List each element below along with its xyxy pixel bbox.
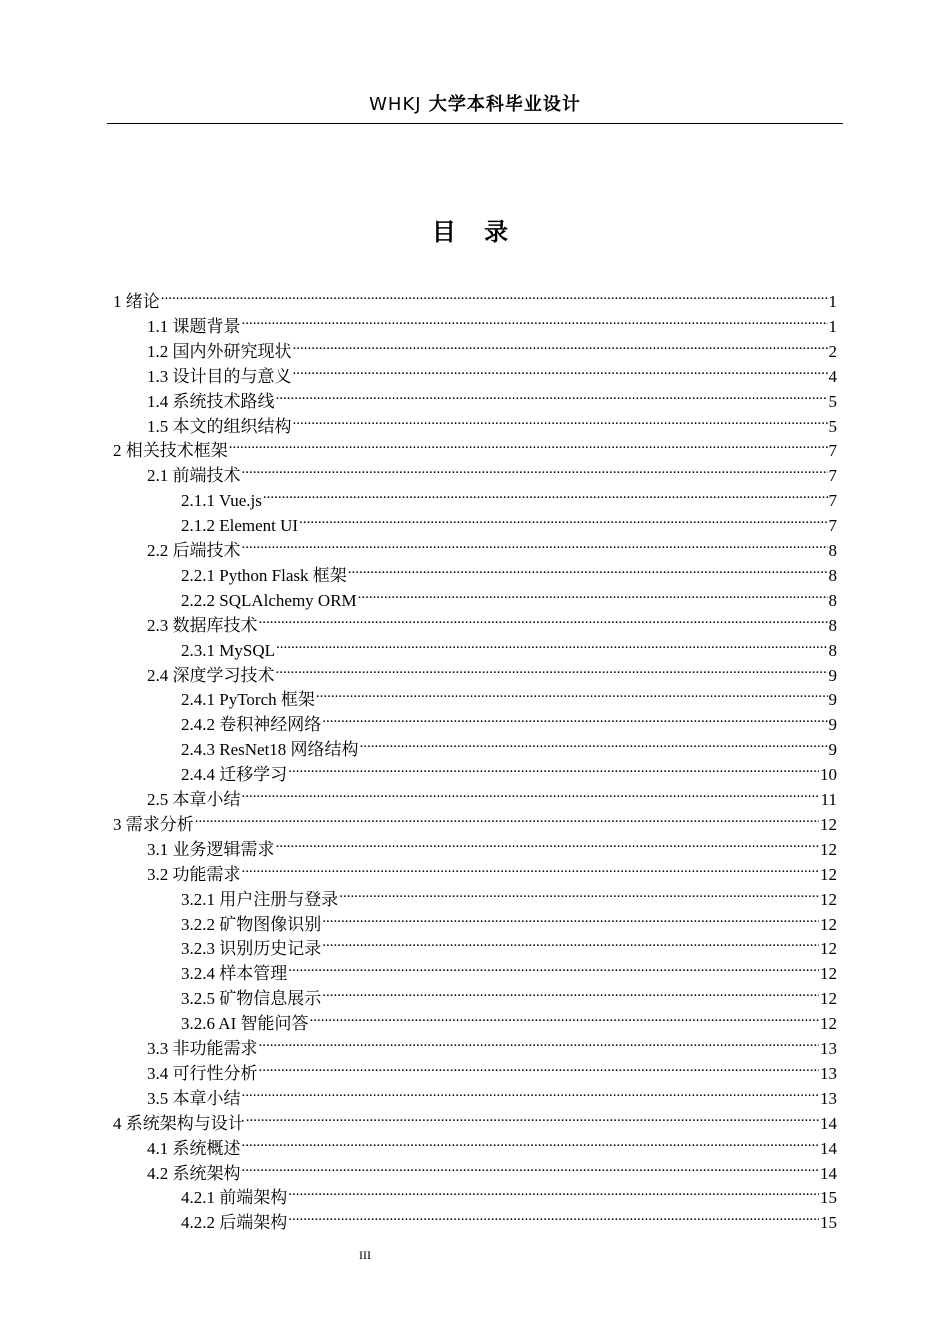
toc-entry-label: 3.2.5 矿物信息展示 <box>181 989 322 1009</box>
toc-entry[interactable] <box>147 856 837 884</box>
toc-entry[interactable] <box>181 1204 837 1233</box>
toc-entry-label: 4 系统架构与设计 <box>113 1113 245 1133</box>
toc-entry-leader-dots <box>288 1204 819 1228</box>
toc-entry-page-number: 13 <box>820 1039 837 1058</box>
toc-entry-page-number: 7 <box>828 441 837 461</box>
toc-entry-label: 4.2.2 后端架构 <box>181 1213 288 1233</box>
toc-entry-page-number: 15 <box>820 1213 837 1233</box>
toc-entry-page-number: 12 <box>820 914 837 934</box>
toc-entry-leader-dots <box>242 532 828 556</box>
toc-entry[interactable] <box>181 582 837 610</box>
toc-entry-leader-dots <box>259 607 828 631</box>
toc-entry-page-number: 8 <box>828 590 837 610</box>
toc-entry-page-number: 8 <box>828 615 837 635</box>
toc-entry[interactable] <box>147 781 837 809</box>
toc-entry-page-number: 12 <box>820 964 837 984</box>
toc-entry[interactable] <box>147 333 837 361</box>
toc-entry[interactable] <box>113 432 837 461</box>
toc-entry-label: 2.1 前端技术 <box>147 466 241 486</box>
toc-entry[interactable] <box>113 806 837 834</box>
toc-entry-label: 3.2.3 识别历史记录 <box>181 939 322 959</box>
toc-entry-page-number: 10 <box>820 765 837 785</box>
toc-entry-label: 3.2.1 用户注册与登录 <box>181 889 339 909</box>
toc-entry-page-number: 7 <box>828 466 837 486</box>
toc-entry-leader-dots <box>322 906 819 930</box>
header-title-latin: WHKJ <box>369 94 422 115</box>
toc-entry[interactable] <box>181 1179 837 1208</box>
toc-entry-page-number: 8 <box>828 541 837 560</box>
toc-entry[interactable] <box>113 283 837 311</box>
toc-entry-leader-dots <box>358 582 828 606</box>
toc-entry-leader-dots <box>316 681 828 705</box>
toc-entry-leader-dots <box>242 781 820 805</box>
toc-entry-page-number: 14 <box>820 1138 837 1158</box>
toc-entry-leader-dots <box>276 632 828 656</box>
toc-entry[interactable] <box>147 1030 837 1058</box>
toc-entry-page-number: 11 <box>820 790 837 809</box>
toc-entry[interactable] <box>181 482 837 511</box>
toc-entry-page-number: 12 <box>820 814 837 834</box>
toc-entry-leader-dots <box>195 806 819 830</box>
toc-entry-leader-dots <box>293 358 828 382</box>
toc-entry-label: 2.2.1 Python Flask 框架 <box>181 565 347 585</box>
page-number: III <box>359 1248 371 1262</box>
toc-entry-page-number: 4 <box>828 366 837 386</box>
toc-entry-label: 2.3.1 MySQL <box>181 640 275 660</box>
toc-entry[interactable] <box>181 1005 837 1034</box>
toc-entry[interactable] <box>147 1055 837 1083</box>
toc-entry[interactable] <box>181 507 837 536</box>
toc-entry-page-number: 12 <box>820 1014 837 1034</box>
toc-entry-leader-dots <box>348 557 828 581</box>
toc-entry-label: 1.5 本文的组织结构 <box>147 416 292 436</box>
toc-entry-leader-dots <box>276 831 820 855</box>
toc-title: 目 录 <box>431 218 519 246</box>
toc-entry[interactable] <box>181 906 837 934</box>
toc-entry-page-number: 12 <box>820 839 837 859</box>
toc-entry-label: 1.3 设计目的与意义 <box>147 366 292 386</box>
toc-entry[interactable] <box>181 980 837 1009</box>
toc-entry-label: 3.2.6 AI 智能问答 <box>181 1014 309 1034</box>
toc-entry-label: 2.1.1 Vue.js <box>181 491 262 511</box>
toc-entry-page-number: 9 <box>828 665 837 685</box>
toc-entry-leader-dots <box>288 756 819 780</box>
toc-entry-label: 3.3 非功能需求 <box>147 1039 258 1058</box>
toc-entry-leader-dots <box>310 1005 820 1029</box>
toc-entry-page-number: 13 <box>820 1063 837 1083</box>
toc-entry-leader-dots <box>339 881 819 905</box>
toc-entry-page-number: 1 <box>828 316 837 336</box>
toc-entry[interactable] <box>181 955 837 984</box>
toc-entry-leader-dots <box>242 308 828 332</box>
toc-entry-leader-dots <box>259 1030 820 1054</box>
toc-entry-label: 2.5 本章小结 <box>147 790 241 809</box>
toc-entry-label: 1 绪论 <box>113 292 160 311</box>
toc-entry-page-number: 13 <box>820 1088 837 1108</box>
toc-entry-page-number: 9 <box>828 740 837 760</box>
toc-entry-label: 2.1.2 Element UI <box>181 516 299 536</box>
toc-entry-leader-dots <box>322 980 819 1004</box>
toc-entry-label: 2.4 深度学习技术 <box>147 665 275 685</box>
toc-entry-label: 2.4.3 ResNet18 网络结构 <box>181 740 359 760</box>
toc-entry-label: 2.2 后端技术 <box>147 541 241 560</box>
toc-entry-label: 3.5 本章小结 <box>147 1088 241 1108</box>
toc-entry-label: 2.3 数据库技术 <box>147 615 258 635</box>
toc-entry-page-number: 7 <box>828 516 837 536</box>
toc-entry[interactable] <box>181 557 837 585</box>
toc-entry-leader-dots <box>242 1155 820 1179</box>
toc-entry-label: 3.2.2 矿物图像识别 <box>181 914 322 934</box>
toc-entry-label: 3.2.4 样本管理 <box>181 964 288 984</box>
toc-entry-label: 4.2.1 前端架构 <box>181 1188 288 1208</box>
toc-entry-label: 1.4 系统技术路线 <box>147 391 275 411</box>
toc-entry-label: 3.2 功能需求 <box>147 864 241 884</box>
toc-entry-page-number: 9 <box>828 690 837 710</box>
toc-entry-leader-dots <box>360 731 828 755</box>
toc-entry-label: 4.1 系统概述 <box>147 1138 241 1158</box>
toc-entry-leader-dots <box>242 1080 820 1104</box>
toc-entry-leader-dots <box>161 283 828 307</box>
toc-entry-leader-dots <box>242 457 828 481</box>
toc-entry-leader-dots <box>299 507 827 531</box>
toc-entry-page-number: 1 <box>828 292 837 311</box>
toc-entry-page-number: 15 <box>820 1188 837 1208</box>
page-header <box>107 90 843 124</box>
toc-entry[interactable] <box>147 831 837 859</box>
toc-entry-page-number: 9 <box>828 715 837 735</box>
toc-entry-page-number: 14 <box>820 1113 837 1133</box>
toc-entry-page-number: 7 <box>828 491 837 511</box>
toc-entry-label: 2.2.2 SQLAlchemy ORM <box>181 590 357 610</box>
toc-entry[interactable] <box>147 1080 837 1108</box>
toc-entry[interactable] <box>147 308 837 336</box>
toc-entry-page-number: 14 <box>820 1163 837 1183</box>
toc-entry-leader-dots <box>293 408 828 432</box>
toc-entry-leader-dots <box>276 383 828 407</box>
toc-entry-label: 4.2 系统架构 <box>147 1163 241 1183</box>
toc-entry-leader-dots <box>242 1130 820 1154</box>
toc-entry-leader-dots <box>263 482 828 506</box>
toc-entry-leader-dots <box>288 1179 819 1203</box>
toc-entry-leader-dots <box>259 1055 820 1079</box>
toc-entry-label: 2.4.1 PyTorch 框架 <box>181 690 315 710</box>
toc-entry[interactable] <box>181 632 837 660</box>
toc-entry-label: 3.1 业务逻辑需求 <box>147 839 275 859</box>
toc-entry-label: 1.2 国内外研究现状 <box>147 341 292 361</box>
toc-entry-leader-dots <box>276 657 828 681</box>
toc-entry[interactable] <box>147 383 837 411</box>
toc-entry[interactable] <box>181 881 837 909</box>
toc-entry-leader-dots <box>288 955 819 979</box>
toc-entry[interactable] <box>147 457 837 486</box>
toc-entry-page-number: 12 <box>820 889 837 909</box>
toc-entry-label: 2.4.4 迁移学习 <box>181 765 288 785</box>
toc-entry[interactable] <box>147 1155 837 1183</box>
header-title <box>369 90 581 120</box>
toc-entry-leader-dots <box>246 1105 819 1129</box>
toc-entry-leader-dots <box>293 333 828 357</box>
toc-entry-leader-dots <box>242 856 820 880</box>
toc-entry-page-number: 5 <box>828 391 837 411</box>
toc-entry[interactable] <box>147 532 837 560</box>
toc-entry-label: 1.1 课题背景 <box>147 316 241 336</box>
toc-entry-label: 2 相关技术框架 <box>113 441 228 461</box>
toc-entry-page-number: 12 <box>820 864 837 884</box>
toc-entry-page-number: 8 <box>828 640 837 660</box>
toc-entry-label: 3.4 可行性分析 <box>147 1063 258 1083</box>
toc-entry[interactable] <box>181 756 837 785</box>
toc-entry-leader-dots <box>229 432 828 456</box>
toc-entry-leader-dots <box>322 930 819 954</box>
toc-entry[interactable] <box>147 657 837 685</box>
toc-entry[interactable] <box>181 930 837 959</box>
header-title-cjk: 大学本科毕业设计 <box>428 94 581 115</box>
toc-entry-label: 3 需求分析 <box>113 814 194 834</box>
toc-entry[interactable] <box>181 681 837 710</box>
toc-entry-page-number: 12 <box>820 939 837 959</box>
toc-entry[interactable] <box>181 731 837 760</box>
toc-entry[interactable] <box>147 358 837 386</box>
toc-entry-page-number: 8 <box>828 565 837 585</box>
toc-entry[interactable] <box>181 706 837 735</box>
toc-entry-page-number: 2 <box>828 341 837 361</box>
toc-entry[interactable] <box>113 1105 837 1133</box>
toc-entry[interactable] <box>147 408 837 436</box>
toc-entry-label: 2.4.2 卷积神经网络 <box>181 715 322 735</box>
toc-entry-page-number: 12 <box>820 989 837 1009</box>
toc-entry-leader-dots <box>322 706 827 730</box>
toc-entry-page-number: 5 <box>828 416 837 436</box>
toc-entry[interactable] <box>147 607 837 635</box>
toc-entry[interactable] <box>147 1130 837 1158</box>
